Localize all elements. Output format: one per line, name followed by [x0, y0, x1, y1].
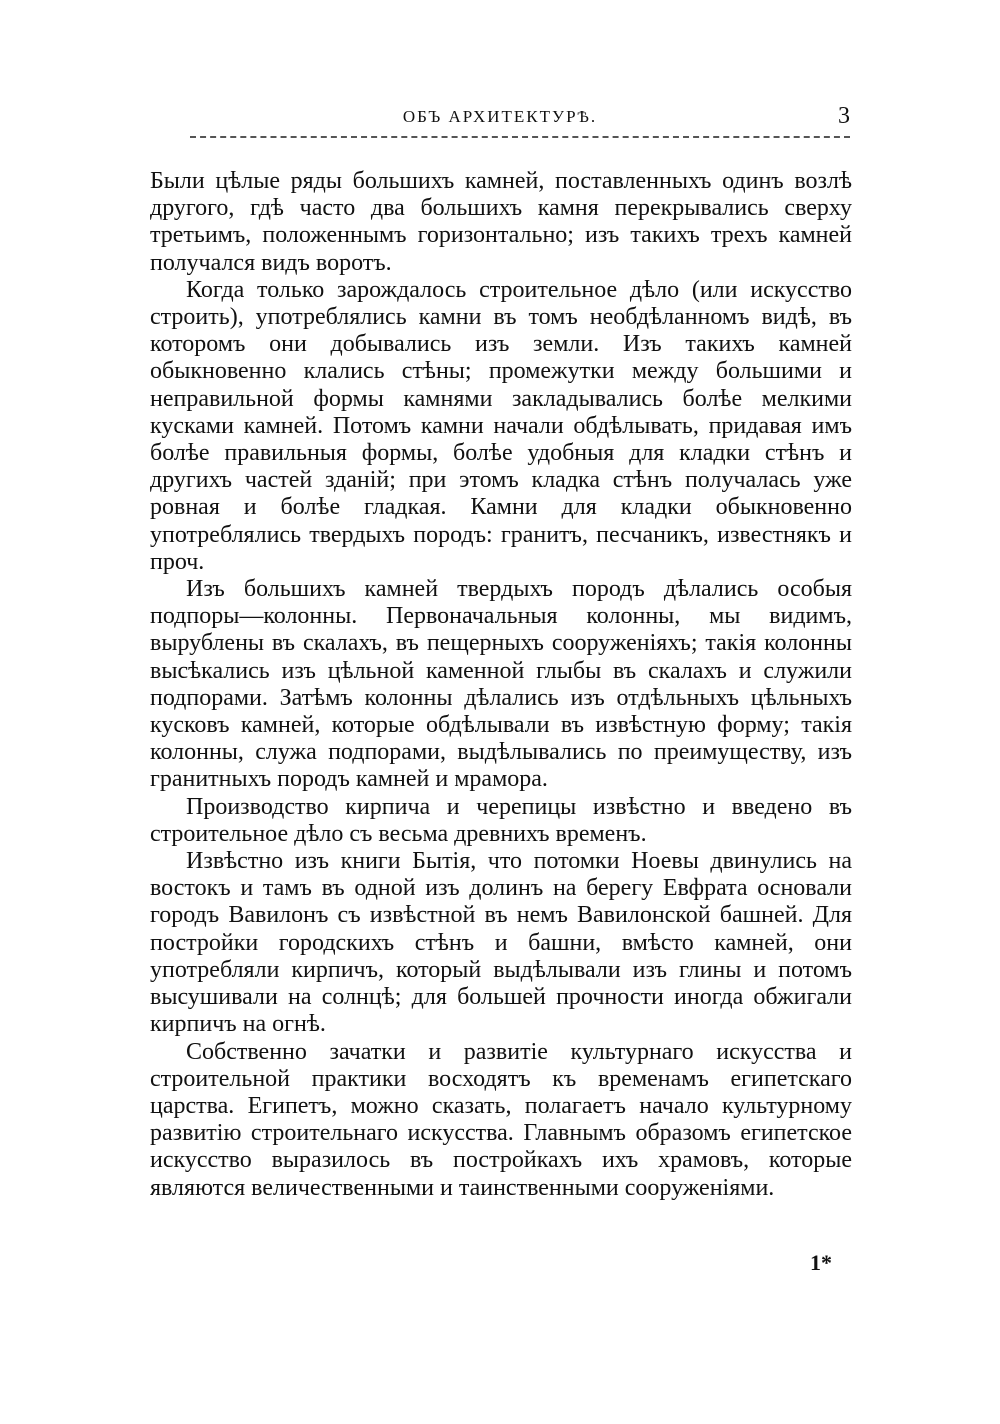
page-number: 3 [838, 103, 850, 129]
paragraph-6: Собственно зачатки и развитіе культурнаго искусства и строительной практики восходятъ къ временамъ египетскаго царства. Египетъ, можно сказать, полагаетъ начало культурному развитію строительнаго искусства. Главнымъ образомъ египетское искусство выразилось въ постройкахъ ихъ храмовъ, которые являются величественными и таинственными сооруженіями. [150, 1038, 852, 1201]
paragraph-3: Изъ большихъ камней твердыхъ породъ дѣлались особыя подпоры—колонны. Первоначальныя колонны, мы видимъ, вырублены въ скалахъ, въ пещерныхъ сооруженіяхъ; такія колонны высѣкались изъ цѣльной каменной глыбы въ скалахъ и служили подпорами. Затѣмъ колонны дѣлались изъ отдѣльныхъ цѣльныхъ кусковъ камней, которые обдѣлывали въ извѣстную форму; такія колонны, служа подпорами, выдѣлывались по преимуществу, изъ гранитныхъ породъ камней и мрамора. [150, 576, 852, 793]
running-head [150, 103, 850, 133]
running-title: ОБЪ АРХИТЕКТУРѢ. [402, 107, 598, 126]
paragraph-4: Производство кирпича и черепицы извѣстно и введено въ строительное дѣло съ весьма древнихъ временъ. [150, 793, 852, 847]
body-text [150, 168, 852, 1202]
paragraph-5: Извѣстно изъ книги Бытія, что потомки Ноевы двинулись на востокъ и тамъ въ одной изъ долинъ на берегу Евфрата основали городъ Вавилонъ съ извѣстной въ немъ Вавилонской башней. Для постройки городскихъ стѣнъ и башни, вмѣсто камней, они употребляли кирпичъ, который выдѣлывали изъ глины и потомъ высушивали на солнцѣ; для большей прочности иногда обжигали кирпичъ на огнѣ. [150, 848, 852, 1038]
signature-mark: 1* [810, 1250, 832, 1275]
paragraph-1: Были цѣлые ряды большихъ камней, поставленныхъ одинъ возлѣ другого, гдѣ часто два большихъ камня перекрывались сверху третьимъ, положеннымъ горизонтально; изъ такихъ трехъ камней получался видъ воротъ. [150, 168, 852, 276]
paragraph-2: Когда только зарождалось строительное дѣло (или искусство строить), употреблялись камни въ томъ необдѣланномъ видѣ, въ которомъ они добывались изъ земли. Изъ такихъ камней обыкновенно клались стѣны; промежутки между большими и неправильной формы камнями закладывались болѣе мелкими кусками камней. Потомъ камни начали обдѣлывать, придавая имъ болѣе правильныя формы, болѣе удобныя для кладки стѣнъ и другихъ частей зданій; при этомъ кладка стѣнъ получалась уже ровная и болѣе гладкая. Камни для кладки обыкновенно употреблялись твердыхъ породъ: гранитъ, песчаникъ, известнякъ и проч. [150, 276, 852, 575]
header-rule [190, 136, 850, 138]
